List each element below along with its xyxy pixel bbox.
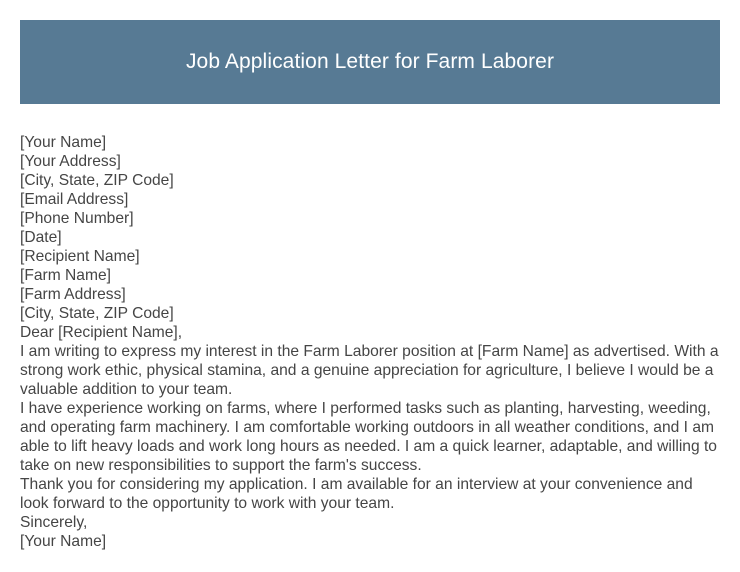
letter-body bbox=[20, 133, 725, 551]
sender-name: [Your Name] bbox=[20, 134, 107, 151]
recipient-farm-address: [Farm Address] bbox=[20, 286, 126, 303]
sender-address: [Your Address] bbox=[20, 153, 121, 170]
letter-date: [Date] bbox=[20, 229, 62, 246]
sender-email: [Email Address] bbox=[20, 191, 129, 208]
salutation: Dear [Recipient Name], bbox=[20, 324, 183, 341]
recipient-name: [Recipient Name] bbox=[20, 248, 140, 265]
title-banner bbox=[20, 20, 720, 104]
recipient-city-state-zip: [City, State, ZIP Code] bbox=[20, 305, 174, 322]
paragraph-intro: I am writing to express my interest in the Farm Laborer position at [Farm Name] as advertised. With a strong work ethic, physical stamina, and a genuine appreciation for agriculture, I believe I would be a valuable addition to your team. bbox=[20, 343, 719, 398]
closing: Sincerely, bbox=[20, 514, 88, 531]
page-title: Job Application Letter for Farm Laborer bbox=[185, 50, 555, 73]
paragraph-experience: I have experience working on farms, where I performed tasks such as planting, harvesting, weeding, and operating farm machinery. I am comfortable working outdoors in all weather conditions, and I am able to lift heavy loads and work long hours as needed. I am a quick learner, adaptable, and willing to take on new responsibilities to support the farm's success. bbox=[20, 400, 717, 474]
sender-city-state-zip: [City, State, ZIP Code] bbox=[20, 172, 174, 189]
paragraph-closing: Thank you for considering my application. I am available for an interview at your convenience and look forward to the opportunity to work with your team. bbox=[20, 476, 693, 512]
sender-phone: [Phone Number] bbox=[20, 210, 134, 227]
signature: [Your Name] bbox=[20, 533, 107, 550]
recipient-farm-name: [Farm Name] bbox=[20, 267, 111, 284]
